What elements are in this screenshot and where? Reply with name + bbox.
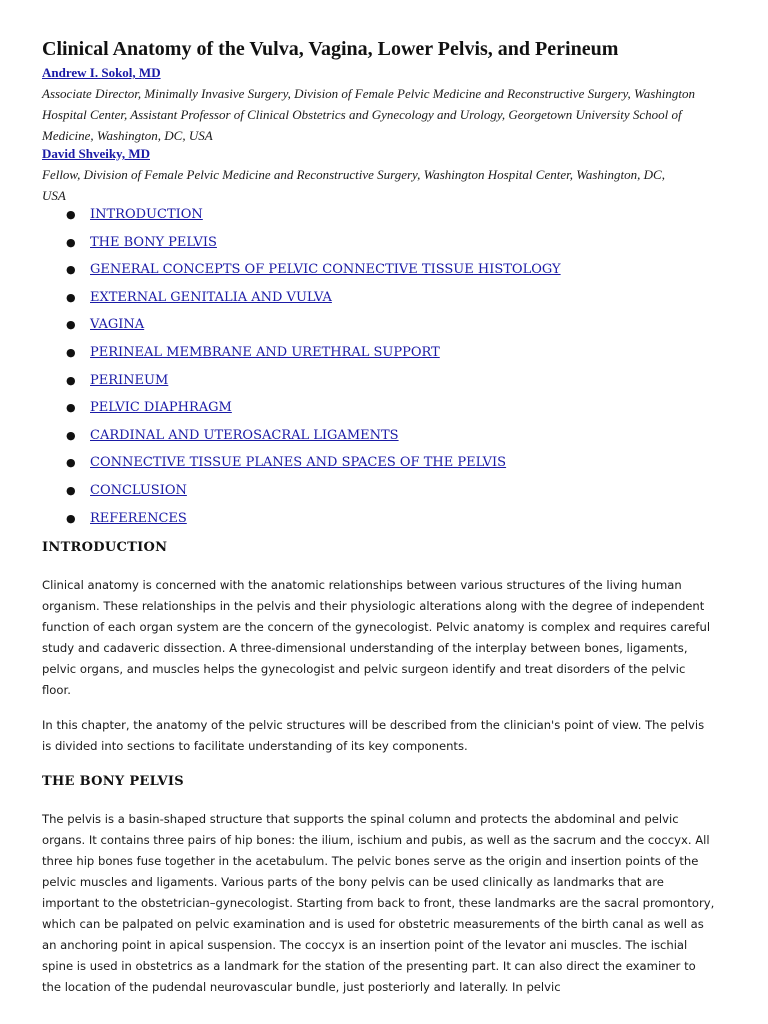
toc-item [42, 399, 732, 427]
toc-link-perineum[interactable]: PERINEUM [90, 372, 169, 388]
bullet-icon: ● [66, 263, 76, 277]
bony-pelvis-paragraph-1: The pelvis is a basin-shaped structure that supports the spinal column and protects the abdominal and pelvic organs. It contains three pairs of hip bones: the ilium, ischium and pubis, as well as the sacrum and the coccyx. All three hip bones fuse together in the acetabulum. The pelvic bones serve as the origin and insertion points of the pelvic muscles and ligaments. Various parts of the bony pelvis can be used clinically as landmarks that are important to the obstetrician–gynecologist. Starting from back to front, these landmarks are the sacral promontory, which can be palpated on pelvic examination and is used for obstetric measurements of the birth canal as well as an anchoring point in apical suspension. The coccyx is an insertion point of the levator ani muscles. The ischial spine is used in obstetrics as a landmark for the station of the presenting part. It can also direct the examiner to the location of the pudendal neurovascular bundle, just posteriorly and laterally. In pelvic [42, 812, 715, 995]
bullet-icon: ● [66, 373, 76, 387]
toc-link-conclusion[interactable]: CONCLUSION [90, 482, 187, 498]
author-link-sokol[interactable]: Andrew I. Sokol, MD [42, 65, 161, 80]
author-affiliation-shveiky: Fellow, Division of Female Pelvic Medicine and Reconstructive Surgery, Washington Hospital Center, Washington, DC, USA [42, 167, 665, 203]
bullet-icon: ● [66, 428, 76, 442]
toc-item [42, 454, 732, 482]
toc-link-introduction[interactable]: INTRODUCTION [90, 207, 203, 222]
toc-link-external-genitalia[interactable]: EXTERNAL GENITALIA AND VULVA [90, 289, 332, 305]
bullet-icon: ● [66, 483, 76, 497]
toc-link-pelvic-diaphragm[interactable]: PELVIC DIAPHRAGM [90, 400, 232, 416]
toc-link-connective-tissue-histology[interactable]: GENERAL CONCEPTS OF PELVIC CONNECTIVE TISSUE HISTOLOGY [90, 262, 561, 278]
bullet-icon: ● [66, 290, 76, 304]
toc-item [42, 234, 732, 262]
toc-link-perineal-membrane[interactable]: PERINEAL MEMBRANE AND URETHRAL SUPPORT [90, 344, 440, 360]
author-affiliation-sokol: Associate Director, Minimally Invasive Surgery, Division of Female Pelvic Medicine and Reconstructive Surgery, Washington Hospital Center, Assistant Professor of Clinical Obstetrics and Gynecology and Urology, Georgetown University School of Medicine, Washington, DC, USA [42, 86, 695, 143]
toc-link-connective-tissue-planes[interactable]: CONNECTIVE TISSUE PLANES AND SPACES OF THE PELVIS [90, 455, 507, 471]
bullet-icon: ● [66, 511, 76, 525]
toc-item [42, 427, 732, 455]
toc-link-references[interactable]: REFERENCES [90, 510, 187, 526]
bullet-icon: ● [66, 235, 76, 249]
toc-item [42, 344, 732, 372]
toc-item [42, 261, 732, 289]
introduction-paragraph-2: In this chapter, the anatomy of the pelvic structures will be described from the clinician's point of view. The pelvis is divided into sections to facilitate understanding of its key components. [42, 718, 705, 754]
bullet-icon: ● [66, 208, 76, 221]
bullet-icon: ● [66, 318, 76, 332]
introduction-paragraph-1: Clinical anatomy is concerned with the anatomic relationships between various structures of the living human organism. These relationships in the pelvis and their physiologic alterations along with the degree of independent function of each organ system are the concern of the gynecologist. Pelvic anatomy is complex and requires careful study and cadaveric dissection. A three-dimensional understanding of the interplay between bones, ligaments, pelvic organs, and muscles helps the gynecologist and pelvic surgeon identify and treat disorders of the pelvic floor. [42, 578, 711, 698]
section-heading-bony-pelvis: THE BONY PELVIS [42, 774, 184, 790]
toc-item [42, 482, 732, 510]
table-of-contents [42, 206, 732, 537]
toc-item [42, 316, 732, 344]
toc-link-bony-pelvis[interactable]: THE BONY PELVIS [90, 234, 217, 250]
document-title: Clinical Anatomy of the Vulva, Vagina, Lower Pelvis, and Perineum [42, 38, 619, 60]
toc-link-vagina[interactable]: VAGINA [90, 317, 145, 333]
bullet-icon: ● [66, 345, 76, 359]
section-heading-introduction: INTRODUCTION [42, 540, 168, 556]
bullet-icon: ● [66, 401, 76, 415]
toc-item [42, 206, 732, 234]
document-page [42, 36, 732, 998]
toc-item [42, 510, 732, 538]
bullet-icon: ● [66, 456, 76, 470]
author-link-shveiky[interactable]: David Shveiky, MD [42, 146, 150, 161]
toc-item [42, 289, 732, 317]
toc-item [42, 372, 732, 400]
toc-link-cardinal-ligaments[interactable]: CARDINAL AND UTEROSACRAL LIGAMENTS [90, 427, 399, 443]
